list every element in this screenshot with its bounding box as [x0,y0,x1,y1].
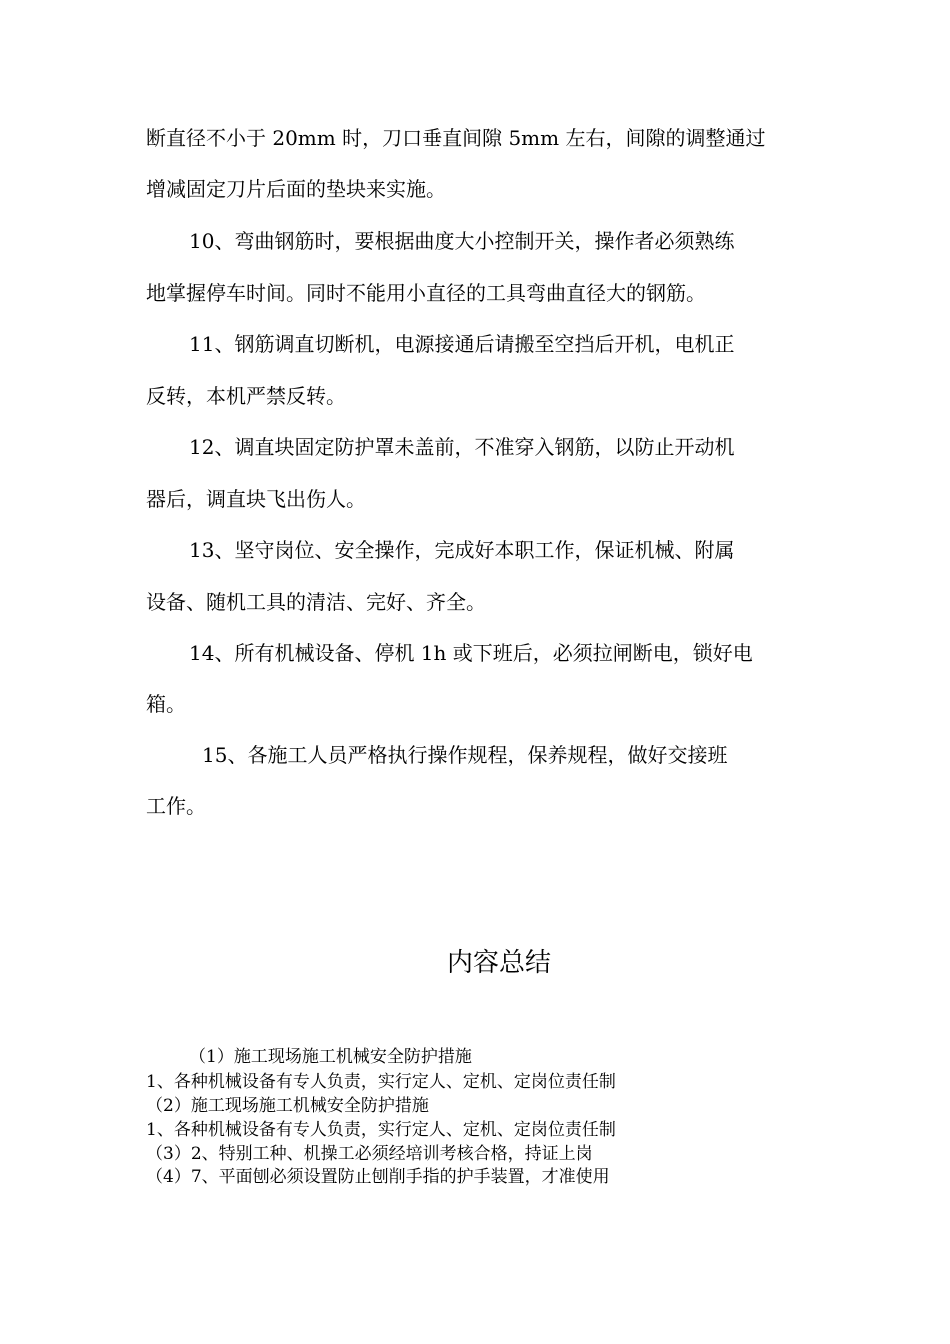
body-line: 11、钢筋调直切断机，电源接通后请搬至空挡后开机，电机正 [189,332,735,356]
body-line: 14、所有机械设备、停机 1h 或下班后，必须拉闸断电，锁好电 [189,641,753,665]
summary-line: （2）施工现场施工机械安全防护措施 [146,1096,429,1116]
body-line: 设备、随机工具的清洁、完好、齐全。 [146,590,486,614]
body-line: 13、坚守岗位、安全操作，完成好本职工作，保证机械、附属 [189,538,735,562]
body-line: 器后，调直块飞出伤人。 [146,487,366,511]
body-line: 工作。 [146,794,206,818]
body-line: 地掌握停车时间。同时不能用小直径的工具弯曲直径大的钢筋。 [146,281,706,305]
body-line: 12、调直块固定防护罩未盖前，不准穿入钢筋，以防止开动机 [189,435,735,459]
summary-line: 1、各种机械设备有专人负责，实行定人、定机、定岗位责任制 [146,1120,616,1140]
body-line: 箱。 [146,692,186,716]
summary-line: （3）2、特别工种、机操工必须经培训考核合格，持证上岗 [146,1144,593,1164]
body-line: 15、各施工人员严格执行操作规程，保养规程，做好交接班 [202,743,728,767]
summary-line: 1、各种机械设备有专人负责，实行定人、定机、定岗位责任制 [146,1072,616,1092]
body-line: 增减固定刀片后面的垫块来实施。 [146,177,446,201]
body-line: 10、弯曲钢筋时，要根据曲度大小控制开关，操作者必须熟练 [189,229,735,253]
body-line: 断直径不小于 20mm 时，刀口垂直间隙 5mm 左右，间隙的调整通过 [146,126,766,150]
body-line: 反转，本机严禁反转。 [146,384,346,408]
summary-line: （1）施工现场施工机械安全防护措施 [189,1047,472,1067]
summary-line: （4）7、平面刨必须设置防止刨削手指的护手装置，才准使用 [146,1167,610,1187]
summary-title: 内容总结 [447,948,552,978]
